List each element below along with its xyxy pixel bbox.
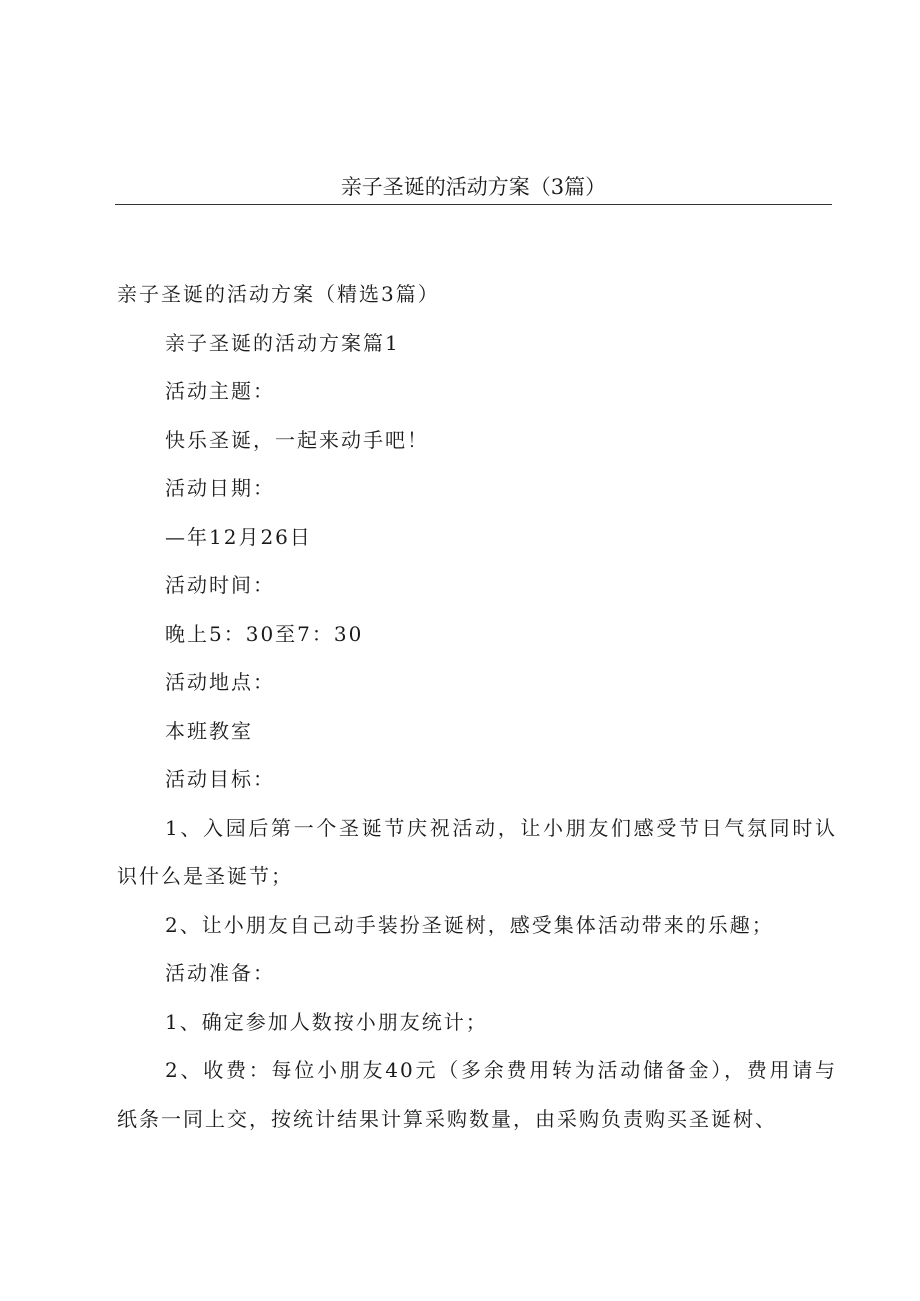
- goal-item-1: 1、入园后第一个圣诞节庆祝活动，让小朋友们感受节日气氛同时认识什么是圣诞节；: [117, 815, 837, 888]
- label-activity-theme: 活动主题：: [165, 379, 275, 403]
- document-header-title: 亲子圣诞的活动方案（3篇）: [115, 172, 832, 205]
- label-activity-time: 活动时间：: [165, 573, 275, 597]
- preparation-item-1: 1、确定参加人数按小朋友统计；: [165, 1009, 488, 1034]
- goal-item-2: 2、让小朋友自己动手装扮圣诞树，感受集体活动带来的乐趣；: [165, 912, 774, 937]
- document-body: [117, 270, 837, 1143]
- value-activity-location: 本班教室: [165, 718, 253, 743]
- label-activity-location: 活动地点：: [165, 670, 275, 694]
- value-activity-time: 晚上5：30至7：30: [165, 621, 364, 646]
- label-activity-preparation: 活动准备：: [165, 961, 275, 985]
- value-activity-date: —年12月26日: [165, 524, 312, 549]
- preparation-item-2: 2、收费：每位小朋友40元（多余费用转为活动储备金），费用请与纸条一同上交，按统计结果计算采购数量，由采购负责购买圣诞树、: [117, 1058, 837, 1131]
- label-activity-goals: 活动目标：: [165, 767, 275, 791]
- value-activity-theme: 快乐圣诞，一起来动手吧！: [165, 427, 429, 452]
- label-activity-date: 活动日期：: [165, 476, 275, 500]
- document-subtitle: 亲子圣诞的活动方案（精选3篇）: [117, 282, 440, 306]
- section-heading: 亲子圣诞的活动方案篇1: [165, 330, 400, 355]
